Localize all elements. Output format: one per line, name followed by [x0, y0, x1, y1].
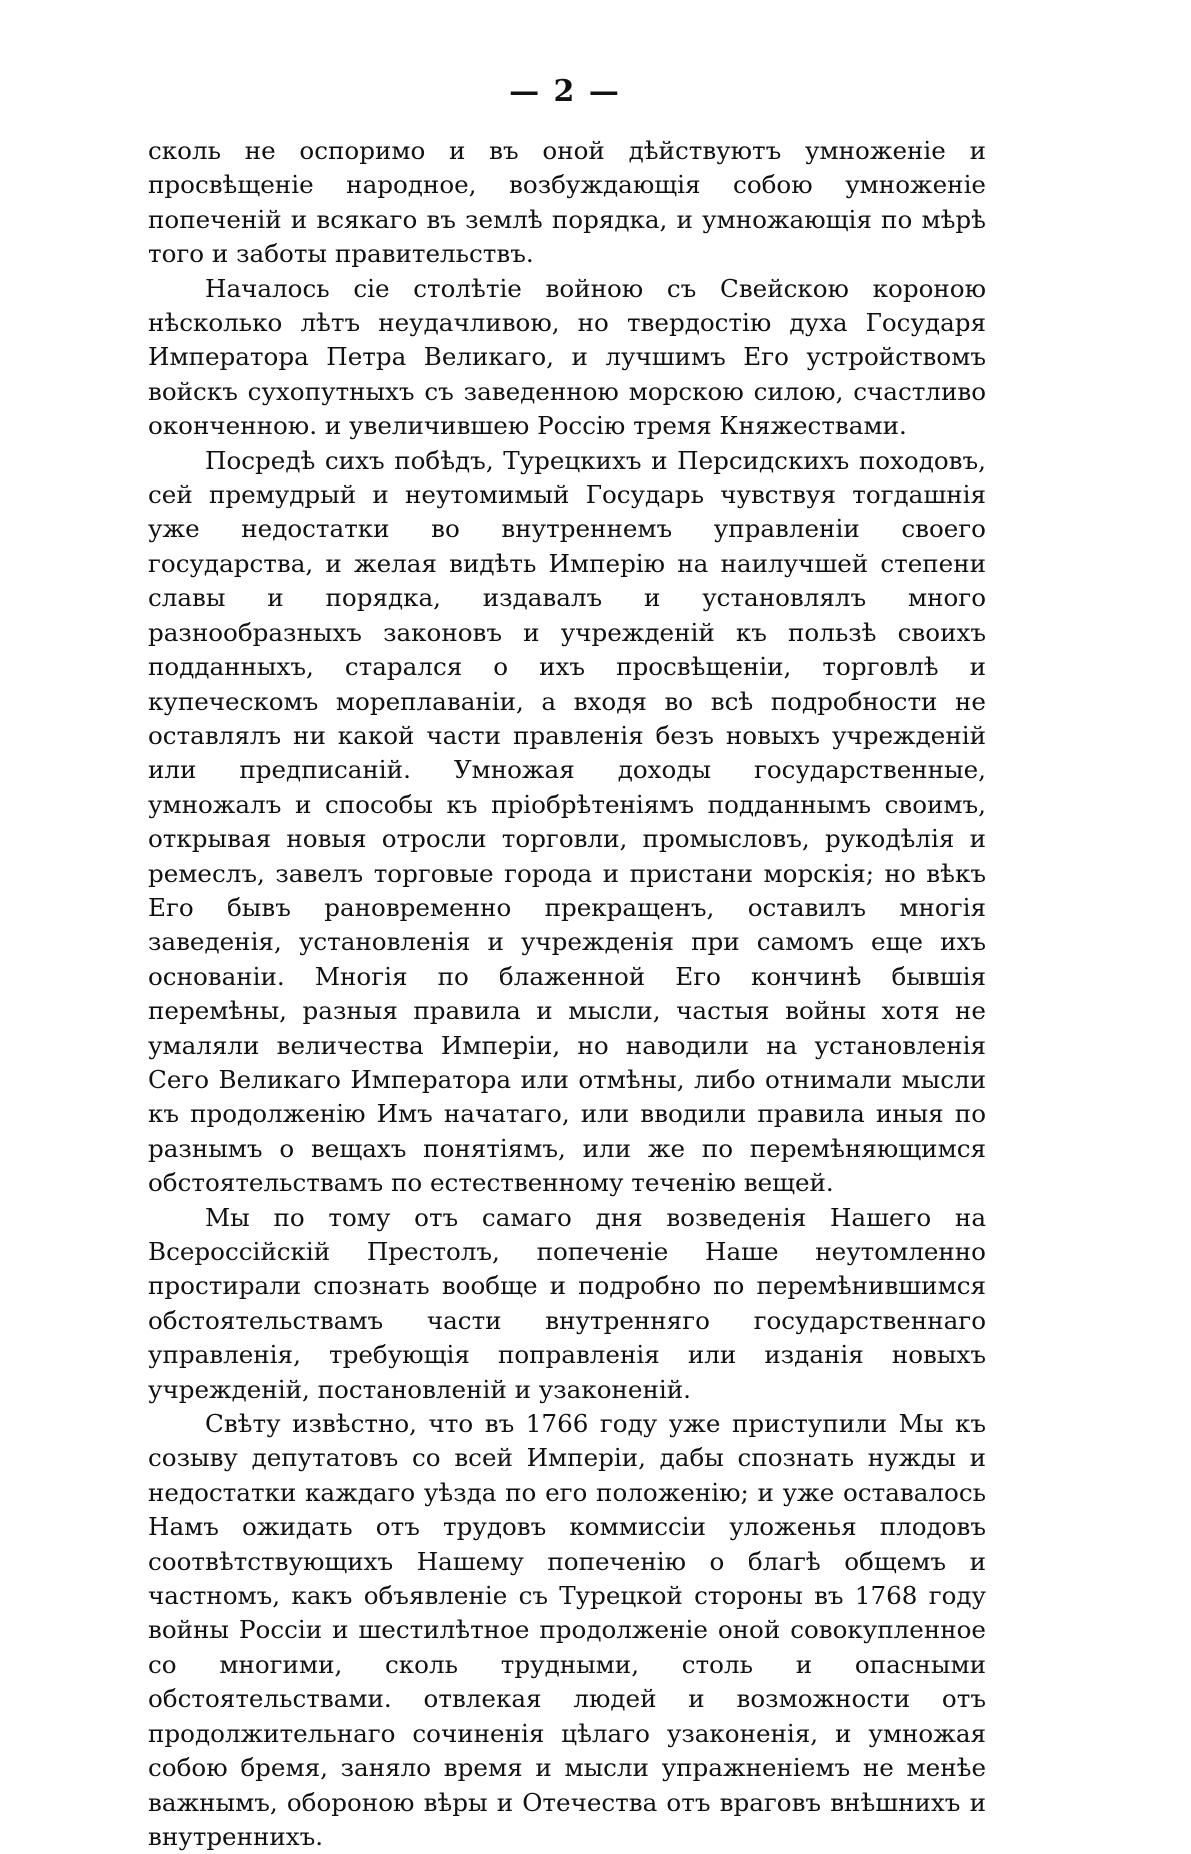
paragraph-2: Началось сіе столѣтіе войною съ Свейскою короною нѣсколько лѣтъ неудачливою, но твердостію духа Государя Императора Петра Великаго, и лучшимъ Его устройствомъ войскъ сухопутныхъ съ заведенною морскою силою, счастливо оконченною. и увеличившею Россію тремя Княжествами.	[148, 273, 986, 441]
paragraph-4: Мы по тому отъ самаго дня возведенія Нашего на Всероссійскій Престолъ, попеченіе Наше неутомленно простирали спознать вообще и подробно по перемѣнившимся обстоятельствамъ части внутренняго государственнаго управленія, требующія поправленія или изданія новыхъ учрежденій, постановленій и узаконеній.	[148, 1202, 986, 1404]
page-number: — 2 —	[509, 74, 621, 109]
paragraph-3: Посредѣ сихъ побѣдъ, Турецкихъ и Персидскихъ походовъ, сей премудрый и неутомимый Государь чувствуя тогдашнія уже недостатки во внутреннемъ управленіи своего государства, и желая видѣть Имперію на наилучшей степени славы и порядка, издавалъ и установлялъ много разнообразныхъ законовъ и учрежденій къ пользѣ своихъ подданныхъ, старался о ихъ просвѣщеніи, торговлѣ и купеческомъ мореплаваніи, а входя во всѣ подробности не оставлялъ ни какой части правленія безъ новыхъ учрежденій или предписаній. Умножая доходы государственные, умножалъ и способы къ пріобрѣтеніямъ подданнымъ своимъ, открывая новыя отросли торговли, промысловъ, рукодѣлія и ремеслъ, завелъ торговые города и пристани морскія; но вѣкъ Его бывъ рановременно прекращенъ, оставилъ многія заведенія, установленія и учрежденія при самомъ еще ихъ основаніи. Многія по блаженной Его кончинѣ бывшія перемѣны, разныя правила и мысли, частыя войны хотя не умаляли величества Имперіи, но наводили на установленія Сего Великаго Императора или отмѣны, либо отнимали мысли къ продолженію Имъ начатаго, или вводили правила иныя по разнымъ о вещахъ понятіямъ, или же по перемѣняющимся обстоятельствамъ по естественному теченію вещей.	[148, 445, 986, 1198]
paragraph-5: Свѣту извѣстно, что въ 1766 году уже приступили Мы къ созыву депутатовъ со всей Имперіи, дабы спознать нужды и недостатки каждаго уѣзда по его положенію; и уже оставалось Намъ ожидать отъ трудовъ коммиссіи уложенья плодовъ соотвѣтствующихъ Нашему попеченію о благѣ общемъ и частномъ, какъ объявленіе съ Турецкой стороны въ 1768 году войны Россіи и шестилѣтное продолженіе оной совокупленное со многими, сколь трудными, столь и опасными обстоятельствами. отвлекая людей и возможности отъ продолжительнаго сочиненія цѣлаго узаконенія, и умножая собою бремя, заняло время и мысли упражненіемъ не менѣе важнымъ, обороною вѣры и Отечества отъ враговъ внѣшнихъ и внутреннихъ.	[148, 1409, 986, 1851]
paragraph-1: сколь не оспоримо и въ оной дѣйствуютъ умноженіе и просвѣщеніе народное, возбуждающія собою умноженіе попеченій и всякаго въ землѣ порядка, и умножающія по мѣрѣ того и заботы правительствъ.	[148, 136, 986, 269]
body-text	[148, 134, 986, 1854]
